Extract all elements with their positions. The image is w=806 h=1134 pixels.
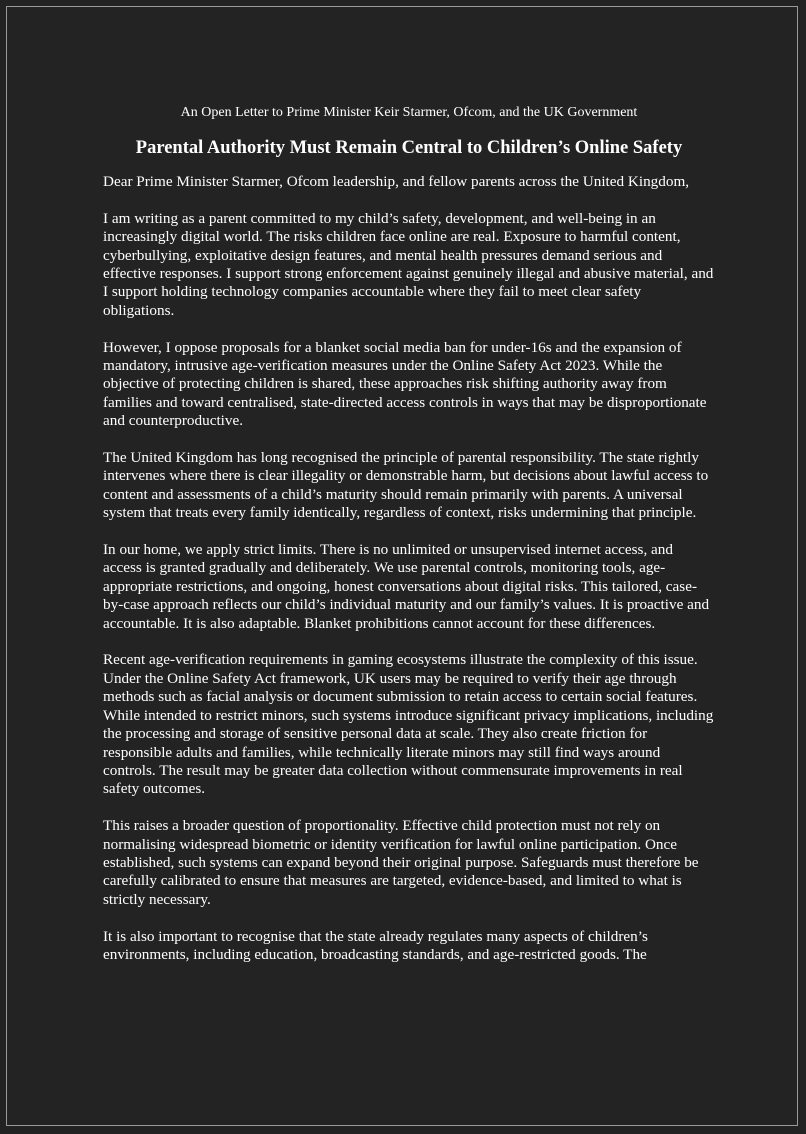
body-paragraph: In our home, we apply strict limits. There is no unlimited or unsupervised internet access, and access is granted gradually and deliberately. We use parental controls, monitoring tools, age-appropriate restrictions, and ongoing, honest conversations about digital risks. This tailored, case-by-case approach reflects our child’s individual maturity and our family’s values. It is proactive and accountable. It is also adaptable. Blanket prohibitions cannot account for these differences. — [103, 541, 710, 632]
body-paragraph: Recent age-verification requirements in gaming ecosystems illustrate the complexity of this issue. Under the Online Safety Act framework, UK users may be required to verify their age through methods such as facial analysis or document submission to retain access to certain social features. While intended to restrict minors, such systems introduce significant privacy implications, including the processing and storage of sensitive personal data at scale. They also create friction for responsible adults and families, while technically literate minors may still find ways around controls. The result may be greater data collection without commensurate improvements in real safety outcomes. — [103, 651, 714, 798]
body-paragraph: It is also important to recognise that the state already regulates many aspects of children’s environments, including education, broadcasting standards, and age-restricted goods. The — [103, 927, 648, 963]
body-paragraph: I am writing as a parent committed to my child’s safety, development, and well-being in an increasingly digital world. The risks children face online are real. Exposure to harmful content, cyberbullying, exploitative design features, and mental health pressures demand serious and effective responses. I support strong enforcement against genuinely illegal and abusive material, and I support holding technology companies accountable where they fail to meet clear safety obligations. — [103, 209, 714, 319]
document-page — [6, 6, 798, 1126]
letter-title: Parental Authority Must Remain Central to Children’s Online Safety — [135, 138, 683, 158]
body-paragraph: The United Kingdom has long recognised the principle of parental responsibility. The state rightly intervenes where there is clear illegality or demonstrable harm, but decisions about lawful access to content and assessments of a child’s maturity should remain primarily with parents. A universal system that treats every family identically, regardless of context, risks undermining that principle. — [103, 449, 709, 522]
body-paragraph: This raises a broader question of proportionality. Effective child protection must not rely on normalising widespread biometric or identity verification for lawful online participation. Once established, such systems can expand beyond their original purpose. Safeguards must therefore be carefully calibrated to ensure that measures are targeted, evidence-based, and limited to what is strictly necessary. — [103, 817, 699, 908]
salutation-paragraph: Dear Prime Minister Starmer, Ofcom leadership, and fellow parents across the United Kingdom, — [103, 173, 690, 190]
letter-subtitle: An Open Letter to Prime Minister Keir Starmer, Ofcom, and the UK Government — [180, 105, 638, 120]
body-paragraph: However, I oppose proposals for a blanket social media ban for under-16s and the expansion of mandatory, intrusive age-verification measures under the Online Safety Act 2023. While the objective of protecting children is shared, these approaches risk shifting authority away from families and toward centralised, state-directed access controls in ways that may be disproportionate and counterproductive. — [103, 338, 707, 430]
letter-body — [103, 103, 715, 983]
